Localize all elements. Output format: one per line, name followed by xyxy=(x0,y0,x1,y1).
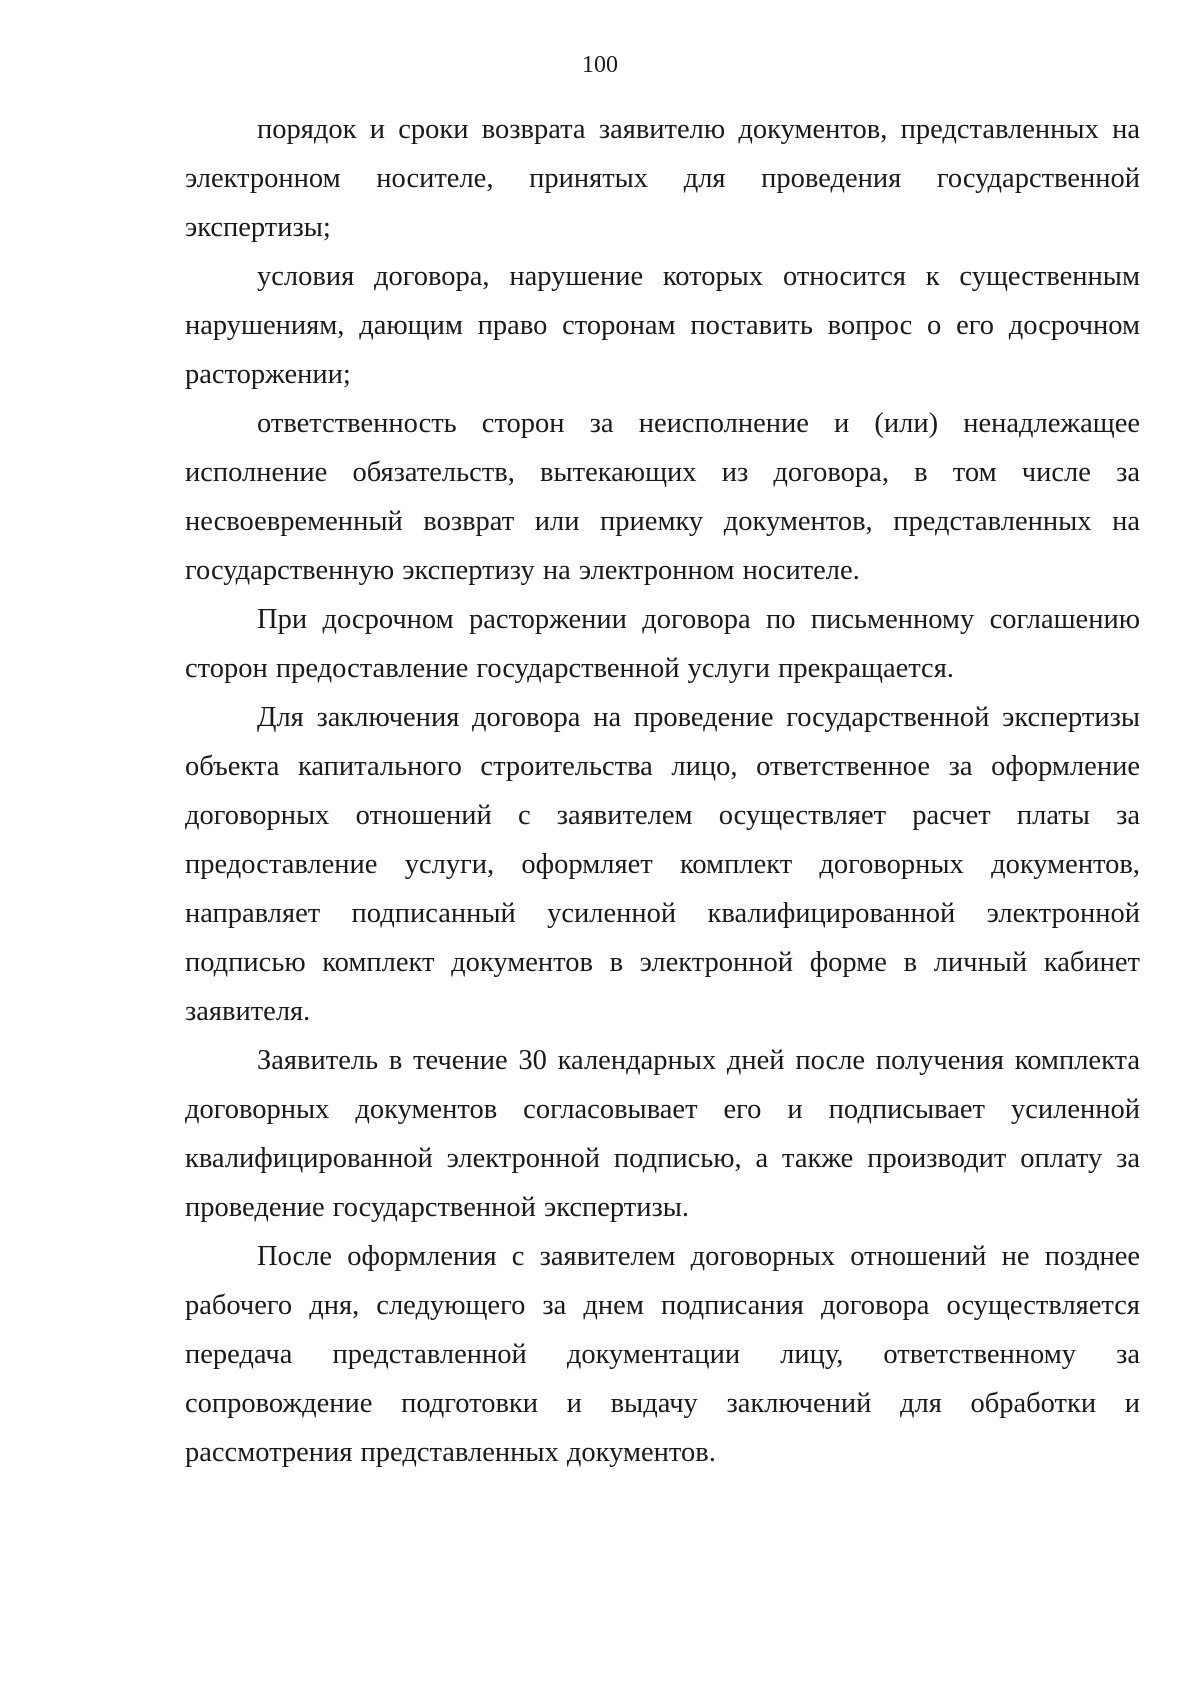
paragraph-early-termination: При досрочном расторжении договора по письменному соглашению сторон предоставление государственной услуги прекращается. xyxy=(185,604,1140,684)
paragraph-return-terms: порядок и сроки возврата заявителю документов, представленных на электронном носителе, принятых для проведения государственной экспертизы; xyxy=(185,114,1140,243)
page-number: 100 xyxy=(582,52,618,78)
paragraph-contract-conditions: условия договора, нарушение которых относится к существенным нарушениям, дающим право сторонам поставить вопрос о его досрочном расторжении; xyxy=(185,261,1140,390)
document-body xyxy=(185,105,1140,1477)
paragraph-party-liability: ответственность сторон за неисполнение и (или) ненадлежащее исполнение обязательств, вытекающих из договора, в том числе за несвоевременный возврат или приемку документов, представленных на государственную экспертизу на электронном носителе. xyxy=(185,408,1140,586)
paragraph-applicant-signing: Заявитель в течение 30 календарных дней после получения комплекта договорных документов согласовывает его и подписывает усиленной квалифицированной электронной подписью, а также производит оплату за проведение государственной экспертизы. xyxy=(185,1045,1140,1223)
paragraph-contract-conclusion: Для заключения договора на проведение государственной экспертизы объекта капитального строительства лицо, ответственное за оформление договорных отношений с заявителем осуществляет расчет платы за предоставление услуги, оформляет комплект договорных документов, направляет подписанный усиленной квалифицированной электронной подписью комплект документов в электронной форме в личный кабинет заявителя. xyxy=(185,702,1140,1027)
paragraph-documentation-transfer: После оформления с заявителем договорных отношений не позднее рабочего дня, следующего за днем подписания договора осуществляется передача представленной документации лицу, ответственному за сопровождение подготовки и выдачу заключений для обработки и рассмотрения представленных документов. xyxy=(185,1241,1140,1468)
